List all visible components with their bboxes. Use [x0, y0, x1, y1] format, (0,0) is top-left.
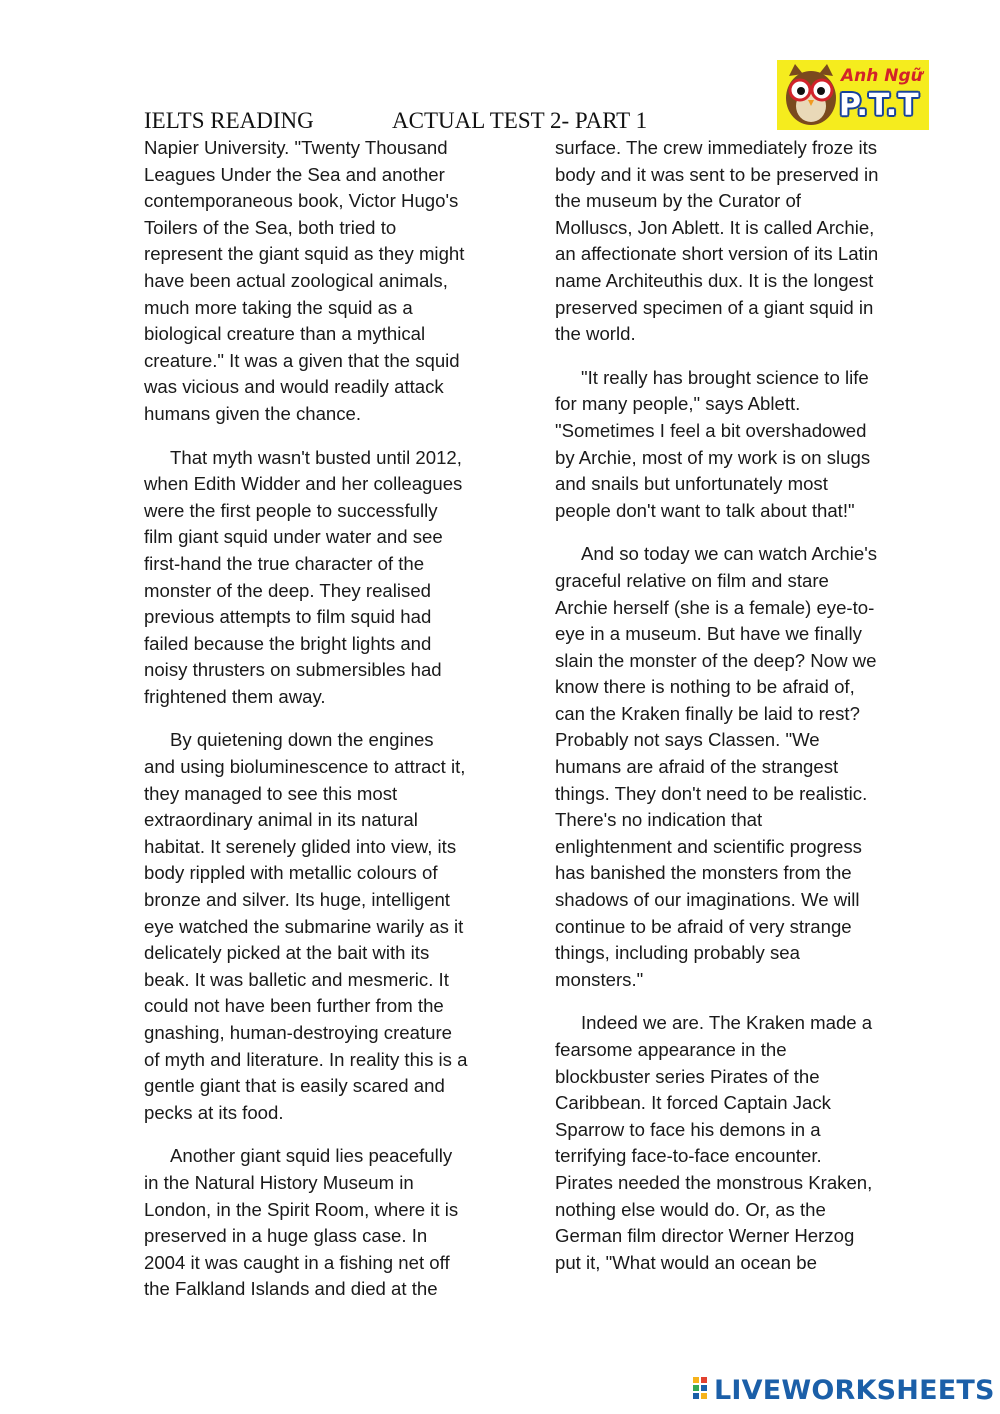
paragraph: By quietening down the engines and using bioluminescence to attract it, they managed to see this most extraordinary animal in its natural habitat. It serenely glided into view, its body rippled with metallic colours of bronze and silver. Its huge, intelligent eye watched the submarine warily as it delicately picked at the bait with its beak. It was balletic and mesmeric. It could not have been further from the gnashing, human-destroying creature of myth and literature. In reality this is a gentle giant that is easily scared and pecks at its food. — [144, 729, 468, 1123]
left-column — [144, 135, 504, 1303]
paragraph: "It really has brought science to life for many people," says Ablett. "Sometimes I feel a bit overshadowed by Archie, most of my work is on slugs and snails but unfortunately most people don't want to talk about that!" — [555, 366, 871, 521]
paragraph: And so today we can watch Archie's graceful relative on film and stare Archie herself (she is a female) eye-to- eye in a museum. But have we finally slain the monster of the deep? Now we know there is nothing to be afraid of, can the Kraken finally be laid to rest? Probably not says Classen. "We humans are afraid of the strangest things. They don't need to be realistic. There's no indication that enlightenment and scientific progress has banished the monsters from the shadows of our imaginations. We will continue to be afraid of very strange things, including probably sea monsters." — [555, 543, 878, 990]
paragraph: That myth wasn't busted until 2012, when Edith Widder and her colleagues were the first people to successfully film giant squid under water and see first-hand the true character of the monster of the deep. They realised previous attempts to film squid had failed because the bright lights and noisy thrusters on submersibles had frightened them away. — [144, 446, 463, 707]
header-title: IELTS READING — [144, 108, 314, 133]
footer-brand: LIVEWORKSHEETS — [714, 1374, 995, 1406]
page-header — [144, 108, 648, 134]
paragraph: Another giant squid lies peacefully in the Natural History Museum in London, in the Spirit Room, where it is preserved in a huge glass case. In 2004 it was caught in a fishing net off the Falkland Islands and died at the — [144, 1145, 459, 1300]
owl-mascot-icon — [781, 62, 841, 128]
logo-line1: Anh Ngữ — [841, 66, 923, 86]
right-column — [555, 135, 920, 1276]
anh-ngu-ptt-logo — [777, 60, 929, 130]
liveworksheets-logo-icon — [691, 1375, 711, 1405]
liveworksheets-footer — [691, 1373, 995, 1407]
test-title: ACTUAL TEST 2- PART 1 — [392, 108, 648, 133]
paragraph: surface. The crew immediately froze its body and it was sent to be preserved in the museum by the Curator of Molluscs, Jon Ablett. It is called Archie, an affectionate short version of its Latin name Architeuthis dux. It is the longest preserved specimen of a giant squid in the world. — [555, 137, 879, 345]
paragraph: Napier University. "Twenty Thousand Leagues Under the Sea and another contemporaneous book, Victor Hugo's Toilers of the Sea, both tried to represent the giant squid as they might have been actual zoological animals, much more taking the squid as a biological creature than a mythical creature." It was a given that the squid was vicious and would readily attack humans given the chance. — [144, 137, 465, 424]
logo-line2: P.T.T — [839, 88, 920, 123]
paragraph: Indeed we are. The Kraken made a fearsome appearance in the blockbuster series Pirates of the Caribbean. It forced Captain Jack Sparrow to face his demons in a terrifying face-to-face encounter. Pirates needed the monstrous Kraken, nothing else would do. Or, as the German film director Werner Herzog put it, "What would an ocean be — [555, 1012, 873, 1273]
